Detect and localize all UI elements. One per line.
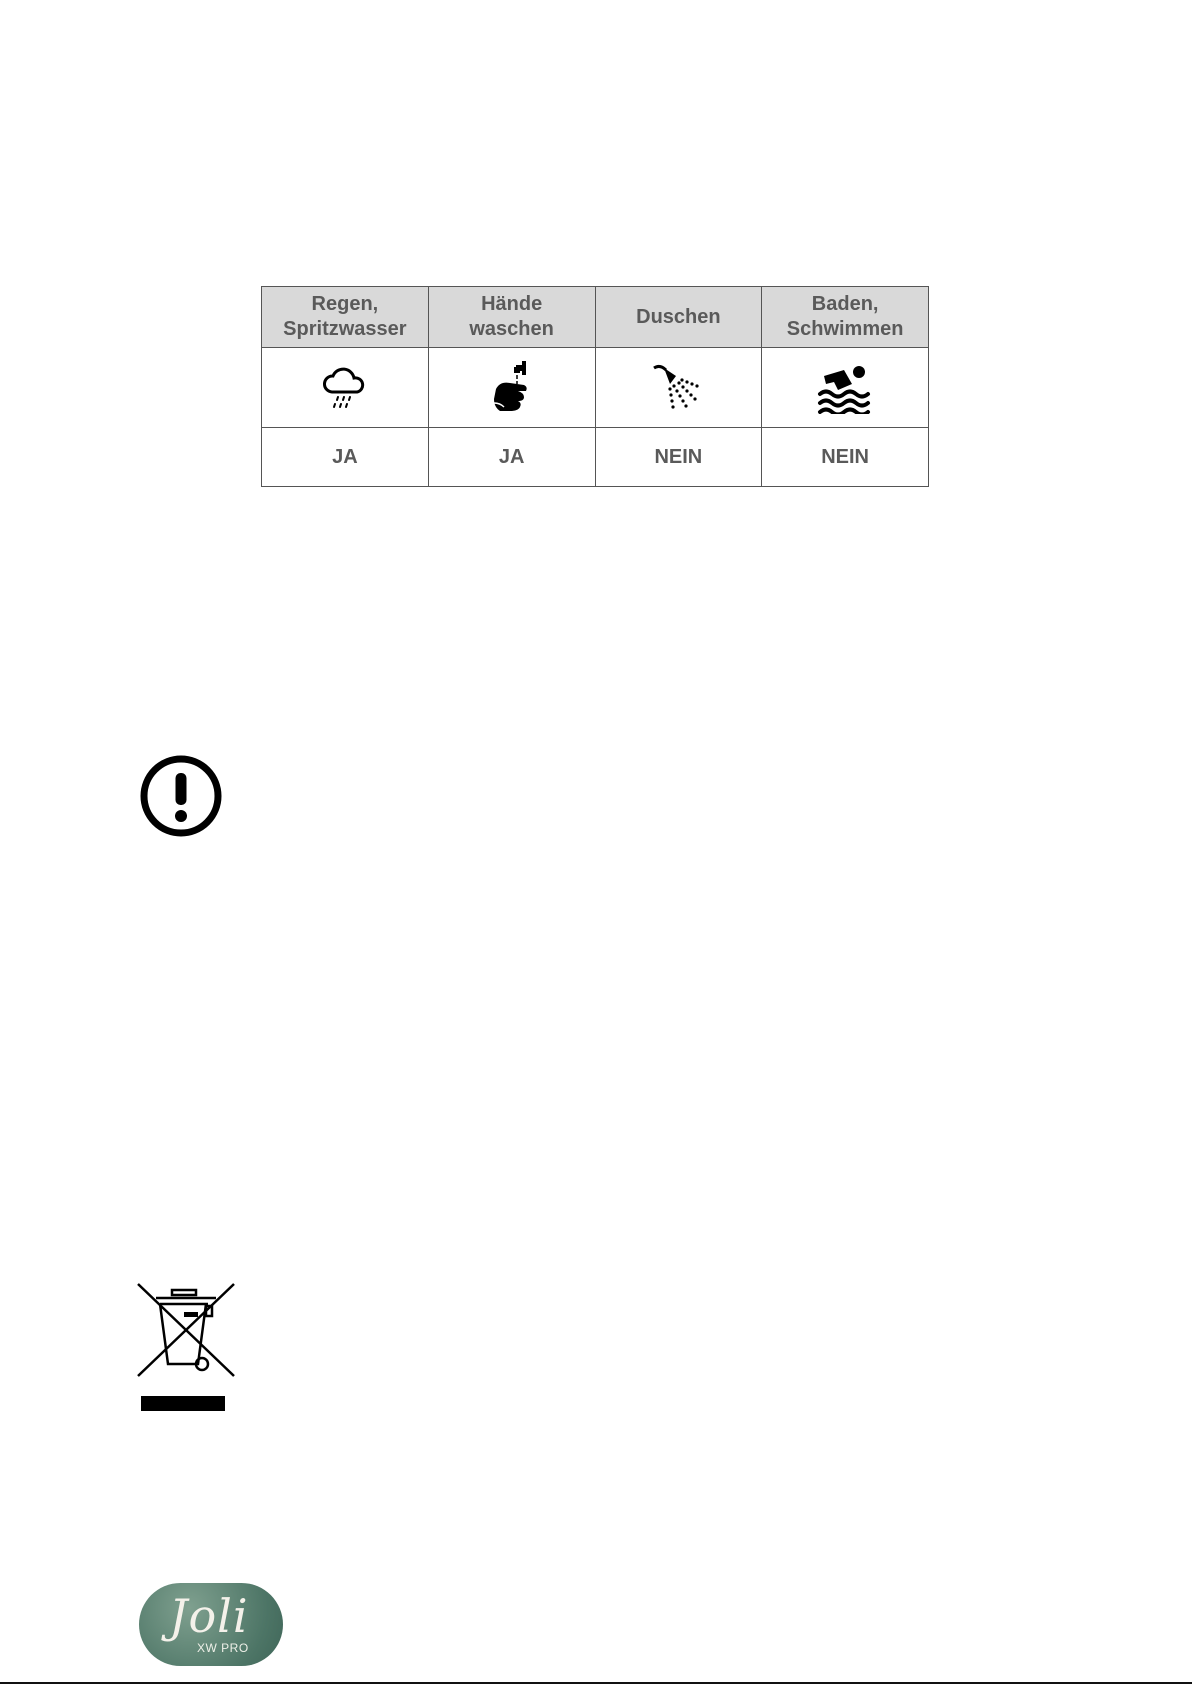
header-swimming: Baden, Schwimmen xyxy=(762,287,929,348)
cell-hand-washing-icon xyxy=(428,348,595,428)
value-rain: JA xyxy=(262,428,429,487)
table-value-row xyxy=(262,428,929,487)
table-header-row xyxy=(262,287,929,348)
logo-subtitle: XW PRO xyxy=(197,1641,249,1655)
cell-rain-icon xyxy=(262,348,429,428)
bottom-rule xyxy=(0,1682,1192,1684)
rain-cloud-icon xyxy=(262,362,428,414)
swimming-icon xyxy=(762,362,928,414)
cell-shower-icon xyxy=(595,348,762,428)
crossed-out-wheelie-bin-icon xyxy=(136,1282,238,1414)
water-resistance-table xyxy=(261,286,929,487)
value-shower: NEIN xyxy=(595,428,762,487)
header-rain: Regen, Spritzwasser xyxy=(262,287,429,348)
header-hand-washing: Hände waschen xyxy=(428,287,595,348)
exclamation-circle-icon xyxy=(138,753,224,839)
value-hand-washing: JA xyxy=(428,428,595,487)
hand-washing-icon xyxy=(429,359,595,417)
value-swimming: NEIN xyxy=(762,428,929,487)
shower-icon xyxy=(596,360,762,416)
header-shower: Duschen xyxy=(595,287,762,348)
logo-script: Joli xyxy=(169,1589,249,1643)
joli-logo xyxy=(139,1583,283,1666)
table-icon-row xyxy=(262,348,929,428)
cell-swimming-icon xyxy=(762,348,929,428)
